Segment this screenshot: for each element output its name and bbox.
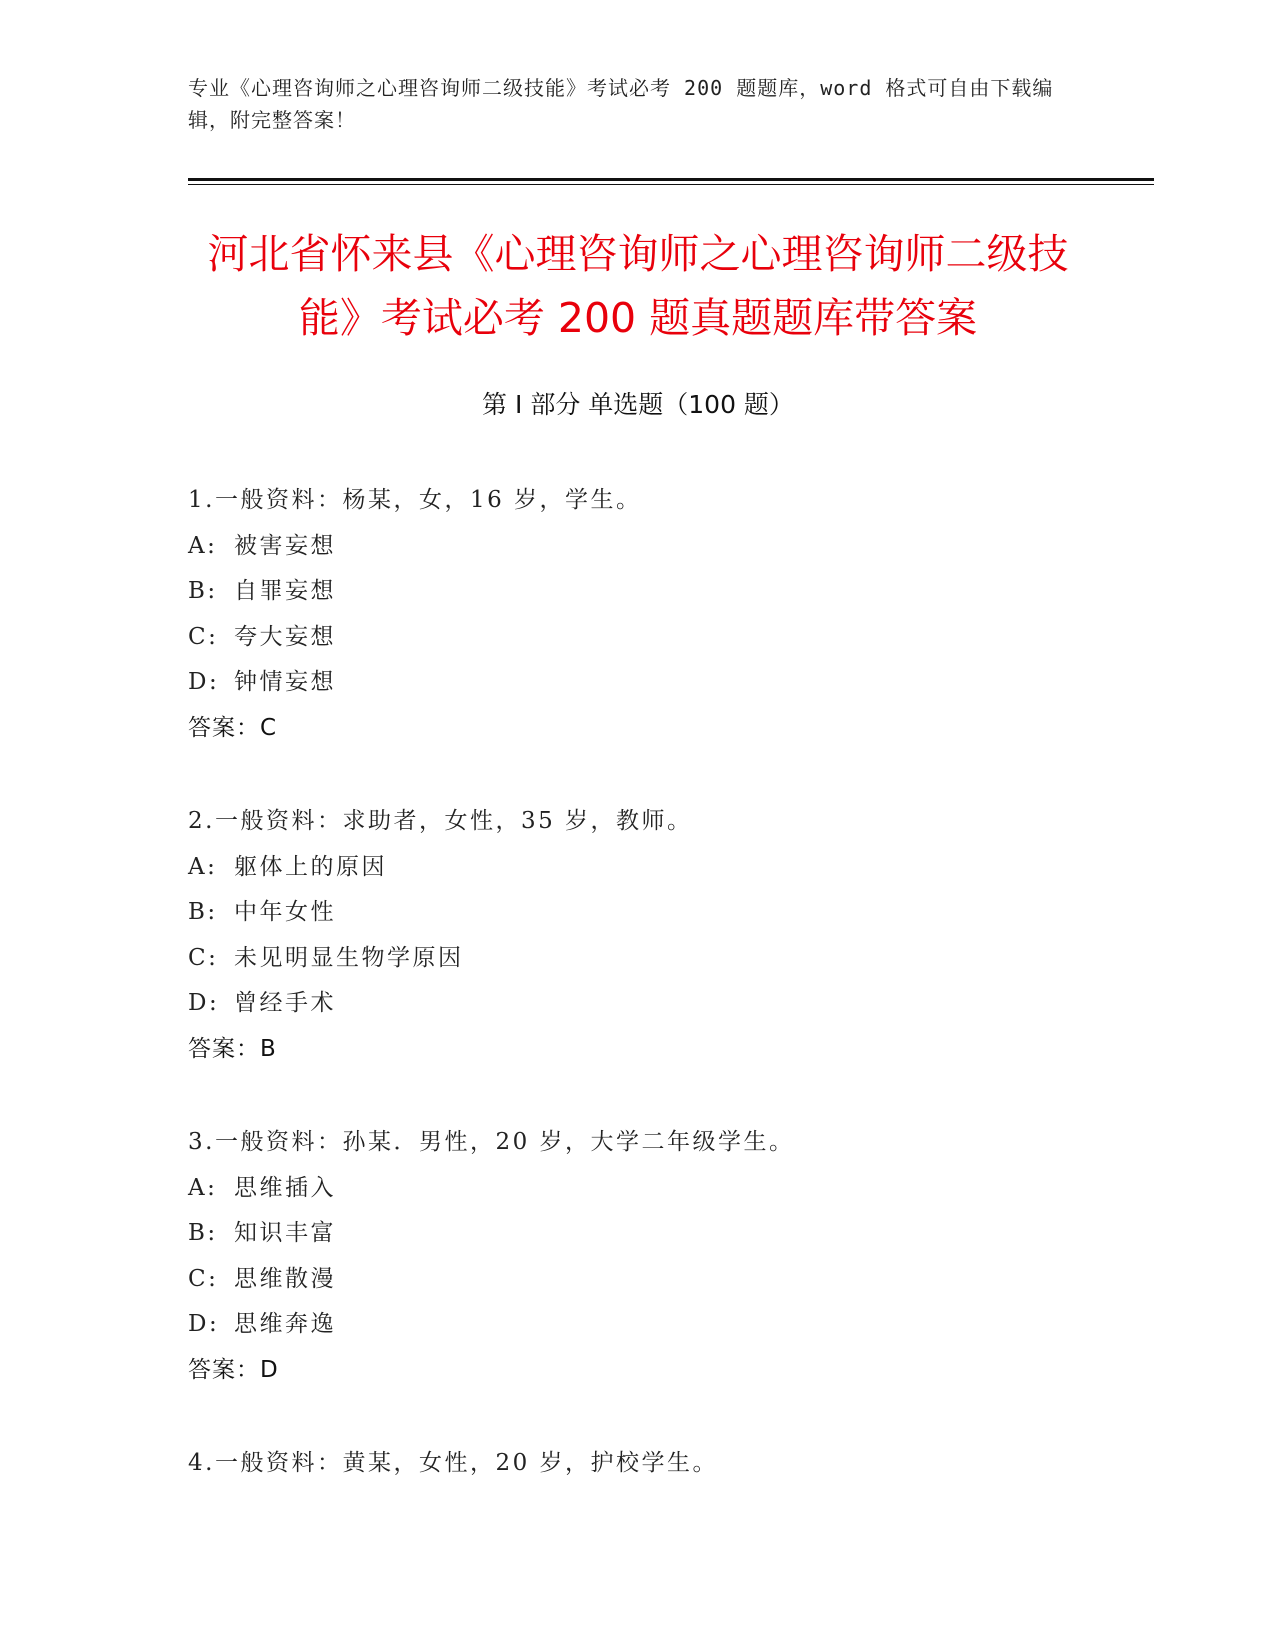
document-title: 河北省怀来县《心理咨询师之心理咨询师二级技能》考试必考 200 题真题题库带答案 <box>207 230 1069 342</box>
question-4 <box>188 1441 1148 1487</box>
option-key: A: <box>188 1174 218 1201</box>
option-d <box>188 660 1148 706</box>
option-text: 思维奔逸 <box>234 1311 336 1337</box>
option-key: B: <box>188 899 218 925</box>
option-key: A: <box>188 532 218 559</box>
header-divider-thick <box>188 178 1154 181</box>
option-key: C: <box>188 1265 219 1292</box>
option-a <box>188 845 1148 891</box>
option-c <box>188 936 1148 982</box>
question-stem: 1.一般资料：杨某，女，16 岁，学生。 <box>188 487 642 513</box>
option-d <box>188 981 1148 1027</box>
option-d <box>188 1302 1148 1348</box>
header-note: 专业《心理咨询师之心理咨询师二级技能》考试必考 200 题题库，word 格式可自由下载编辑，附完整答案！ <box>188 76 1054 132</box>
option-text: 夸大妄想 <box>234 623 336 650</box>
option-text: 自罪妄想 <box>234 578 336 604</box>
option-c <box>188 1257 1148 1303</box>
question-stem: 4.一般资料：黄某，女性，20 岁，护校学生。 <box>188 1450 719 1476</box>
option-b <box>188 890 1148 936</box>
answer-line: 答案：C <box>188 714 278 741</box>
question-2 <box>188 799 1148 1072</box>
option-key: C: <box>188 623 219 650</box>
option-text: 未见明显生物学原因 <box>234 944 464 971</box>
question-3 <box>188 1120 1148 1393</box>
option-text: 曾经手术 <box>234 990 336 1016</box>
question-1 <box>188 478 1148 751</box>
answer-line: 答案：D <box>188 1356 279 1383</box>
option-key: B: <box>188 1220 218 1246</box>
option-text: 思维插入 <box>234 1174 336 1201</box>
option-text: 中年女性 <box>234 899 336 925</box>
option-text: 知识丰富 <box>234 1220 336 1246</box>
option-key: D: <box>188 990 220 1016</box>
option-text: 被害妄想 <box>234 532 336 559</box>
option-a <box>188 524 1148 570</box>
option-text: 躯体上的原因 <box>234 853 387 880</box>
option-b <box>188 1211 1148 1257</box>
question-stem: 3.一般资料：孙某．男性，20 岁，大学二年级学生。 <box>188 1129 795 1155</box>
question-list <box>188 478 1148 1535</box>
option-key: A: <box>188 853 218 880</box>
option-a <box>188 1166 1148 1212</box>
section-title: 第 I 部分 单选题（100 题） <box>482 390 794 419</box>
answer-line: 答案：B <box>188 1035 277 1062</box>
header-divider-thin <box>188 184 1154 185</box>
option-text: 钟情妄想 <box>234 669 336 695</box>
option-key: B: <box>188 578 218 604</box>
option-c <box>188 615 1148 661</box>
option-text: 思维散漫 <box>234 1265 336 1292</box>
option-key: D: <box>188 1311 220 1337</box>
option-key: C: <box>188 944 219 971</box>
option-b <box>188 569 1148 615</box>
question-stem: 2.一般资料：求助者，女性，35 岁，教师。 <box>188 808 693 834</box>
option-key: D: <box>188 669 220 695</box>
